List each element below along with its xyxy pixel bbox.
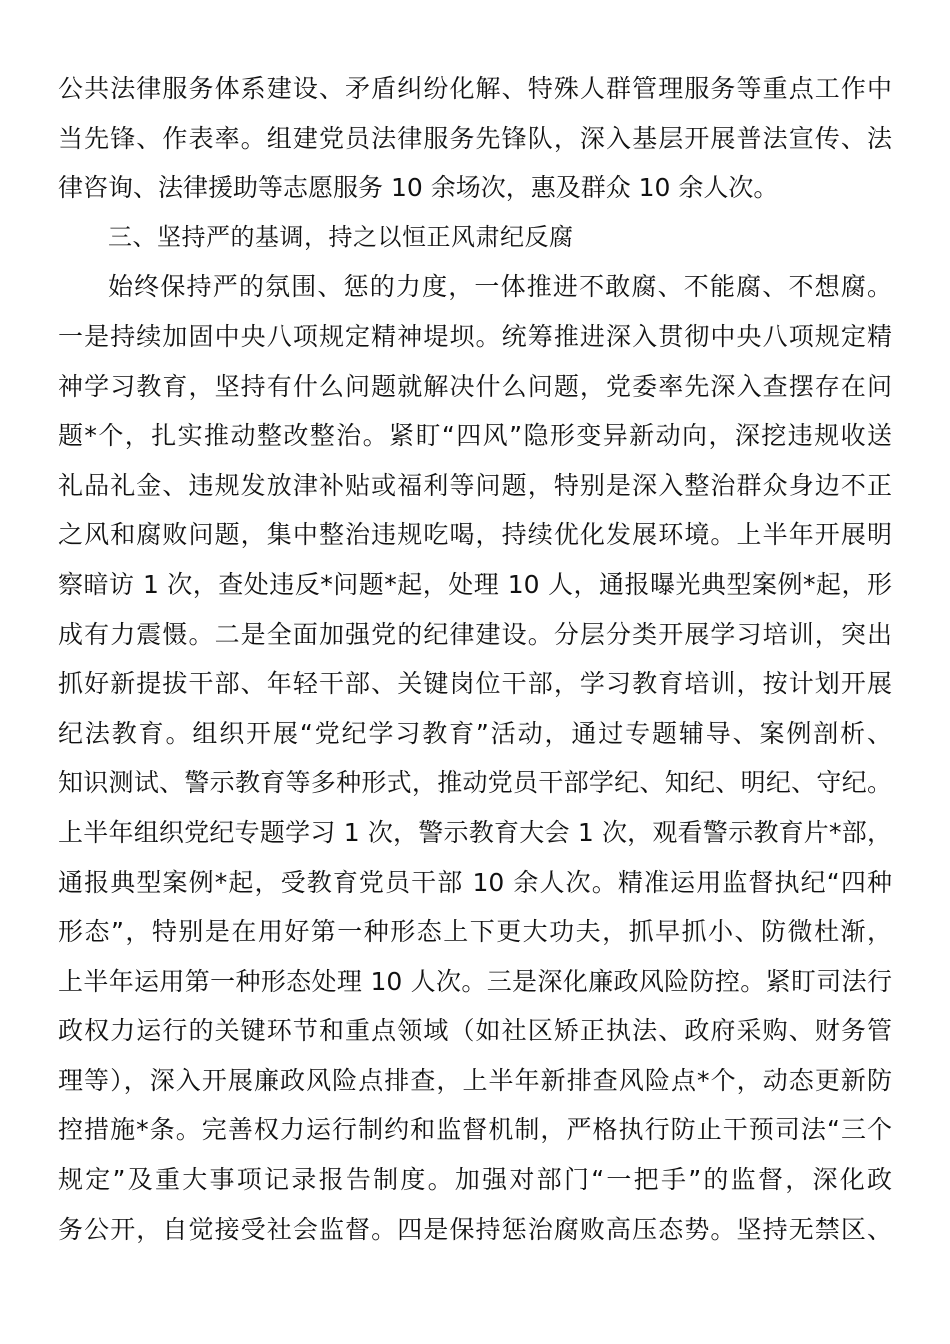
paragraph-line: 知识测试、警示教育等多种形式，推动党员干部学纪、知纪、明纪、守纪。 <box>58 768 892 798</box>
paragraph-line: 纪法教育。组织开展“党纪学习教育”活动，通过专题辅导、案例剖析、 <box>58 718 892 748</box>
paragraph-line: 上半年组织党纪专题学习 1 次，警示教育大会 1 次，观看警示教育片*部， <box>58 817 892 847</box>
paragraph-line: 公共法律服务体系建设、矛盾纠纷化解、特殊人群管理服务等重点工作中 <box>58 74 892 103</box>
paragraph-line: 形态”，特别是在用好第一种形态上下更大功夫，抓早抓小、防微杜渐， <box>58 917 892 947</box>
body-text <box>58 64 892 1254</box>
paragraph-line: 成有力震慑。二是全面加强党的纪律建设。分层分类开展学习培训，突出 <box>58 619 892 649</box>
paragraph-line: 控措施*条。完善权力运行制约和监督机制，严格执行防止干预司法“三个 <box>58 1115 892 1145</box>
paragraph-line: 规定”及重大事项记录报告制度。加强对部门“一把手”的监督，深化政 <box>58 1165 892 1195</box>
paragraph-line: 礼品礼金、违规发放津补贴或福利等问题，特别是深入整治群众身边不正 <box>58 470 892 500</box>
paragraph-line: 上半年运用第一种形态处理 10 人次。三是深化廉政风险防控。紧盯司法行 <box>58 966 892 996</box>
paragraph-line: 题*个，扎实推动整改整治。紧盯“四风”隐形变异新动向，深挖违规收送 <box>58 421 892 451</box>
paragraph-line: 理等），深入开展廉政风险点排查，上半年新排查风险点*个，动态更新防 <box>58 1065 892 1095</box>
paragraph-line: 抓好新提拔干部、年轻干部、关键岗位干部，学习教育培训，按计划开展 <box>58 669 892 699</box>
paragraph-line: 通报典型案例*起，受教育党员干部 10 余人次。精准运用监督执纪“四种 <box>58 867 892 897</box>
section-heading: 三、坚持严的基调，持之以恒正风肃纪反腐 <box>108 222 574 251</box>
paragraph-line: 律咨询、法律援助等志愿服务 10 余场次，惠及群众 10 余人次。 <box>58 173 779 203</box>
paragraph-line: 察暗访 1 次，查处违反*问题*起，处理 10 人，通报曝光典型案例*起，形 <box>58 569 892 599</box>
paragraph-line: 始终保持严的氛围、惩的力度，一体推进不敢腐、不能腐、不想腐。 <box>108 272 892 302</box>
paragraph-line: 一是持续加固中央八项规定精神堤坝。统筹推进深入贯彻中央八项规定精 <box>58 321 892 351</box>
paragraph-line: 之风和腐败问题，集中整治违规吃喝，持续优化发展环境。上半年开展明 <box>58 520 892 550</box>
paragraph-line: 神学习教育，坚持有什么问题就解决什么问题，党委率先深入查摆存在问 <box>58 371 892 401</box>
paragraph-line: 当先锋、作表率。组建党员法律服务先锋队，深入基层开展普法宣传、法 <box>58 123 892 153</box>
paragraph-line: 务公开，自觉接受社会监督。四是保持惩治腐败高压态势。坚持无禁区、 <box>58 1214 892 1244</box>
paragraph-line: 政权力运行的关键环节和重点领域（如社区矫正执法、政府采购、财务管 <box>58 1016 892 1046</box>
